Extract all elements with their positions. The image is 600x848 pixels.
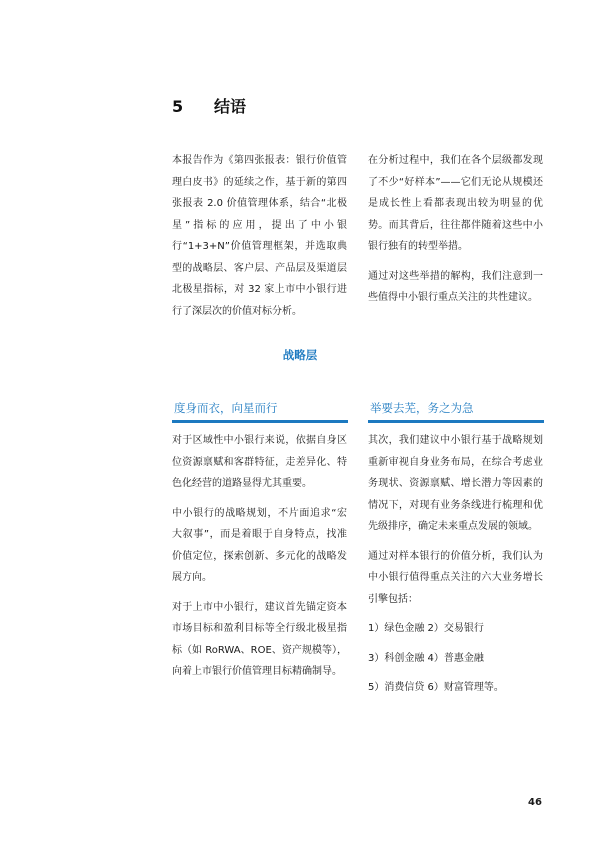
chapter-number: 5 xyxy=(172,97,184,116)
page-number: 46 xyxy=(528,797,542,808)
body-paragraph: 对于区域性中小银行来说，依据自身区位资源禀赋和客群特征，走差异化、特色化经营的道路显得尤其重要。 xyxy=(172,435,347,489)
list-item: 5）消费信贷 6）财富管理等。 xyxy=(368,682,504,693)
strategy-right-column xyxy=(368,430,543,707)
intro-paragraph: 本报告作为《第四张报表：银行价值管理白皮书》的延续之作，基于新的第四张报表 2.0 价值管理体系，结合“北极星”指标的应用，提出了中小银行“1+3+N”价值管理框架，并选取典型的战略层、客户层、产品层及渠道层北极星指标，对 32 家上市中小银行进行了深层次的价值对标分析。 xyxy=(172,155,347,317)
right-subheading xyxy=(368,398,544,423)
intro-paragraph: 通过对这些举措的解构，我们注意到一些值得中小银行重点关注的共性建议。 xyxy=(368,270,543,303)
intro-right-column xyxy=(368,150,543,317)
body-paragraph: 其次，我们建议中小银行基于战略规划重新审视自身业务布局，在综合考虑业务现状、资源禀赋、增长潜力等因素的情况下，对现有业务条线进行梳理和优先级排序，确定未来重点发展的领域。 xyxy=(368,435,543,532)
strategy-left-column xyxy=(172,430,347,691)
left-subheading-text: 度身而衣，向星而行 xyxy=(174,401,278,415)
chapter-heading xyxy=(172,94,246,117)
body-paragraph: 对于上市中小银行，建议首先锚定资本市场目标和盈利目标等全行级北极星指标（如 RoRWA、ROE、资产规模等），向着上市银行价值管理目标精确制导。 xyxy=(172,601,347,677)
section-title: 战略层 xyxy=(282,348,318,362)
intro-left-column xyxy=(172,150,347,330)
list-item: 1）绿色金融 2）交易银行 xyxy=(368,623,484,634)
body-paragraph: 通过对样本银行的价值分析，我们认为中小银行值得重点关注的六大业务增长引擎包括： xyxy=(368,550,543,605)
list-item: 3）科创金融 4）普惠金融 xyxy=(368,652,484,664)
right-subheading-text: 举要去芜，务之为急 xyxy=(370,401,474,415)
body-paragraph: 中小银行的战略规划，不片面追求“宏大叙事”，而是着眼于自身特点，找准价值定位，探索创新、多元化的战略发展方向。 xyxy=(172,507,347,583)
intro-paragraph: 在分析过程中，我们在各个层级都发现了不少“好样本”——它们无论从规模还是成长性上看都表现出较为明显的优势。而其背后，往往都伴随着这些中小银行独有的转型举措。 xyxy=(368,155,543,252)
chapter-title: 结语 xyxy=(214,97,247,116)
left-subheading xyxy=(172,398,348,423)
